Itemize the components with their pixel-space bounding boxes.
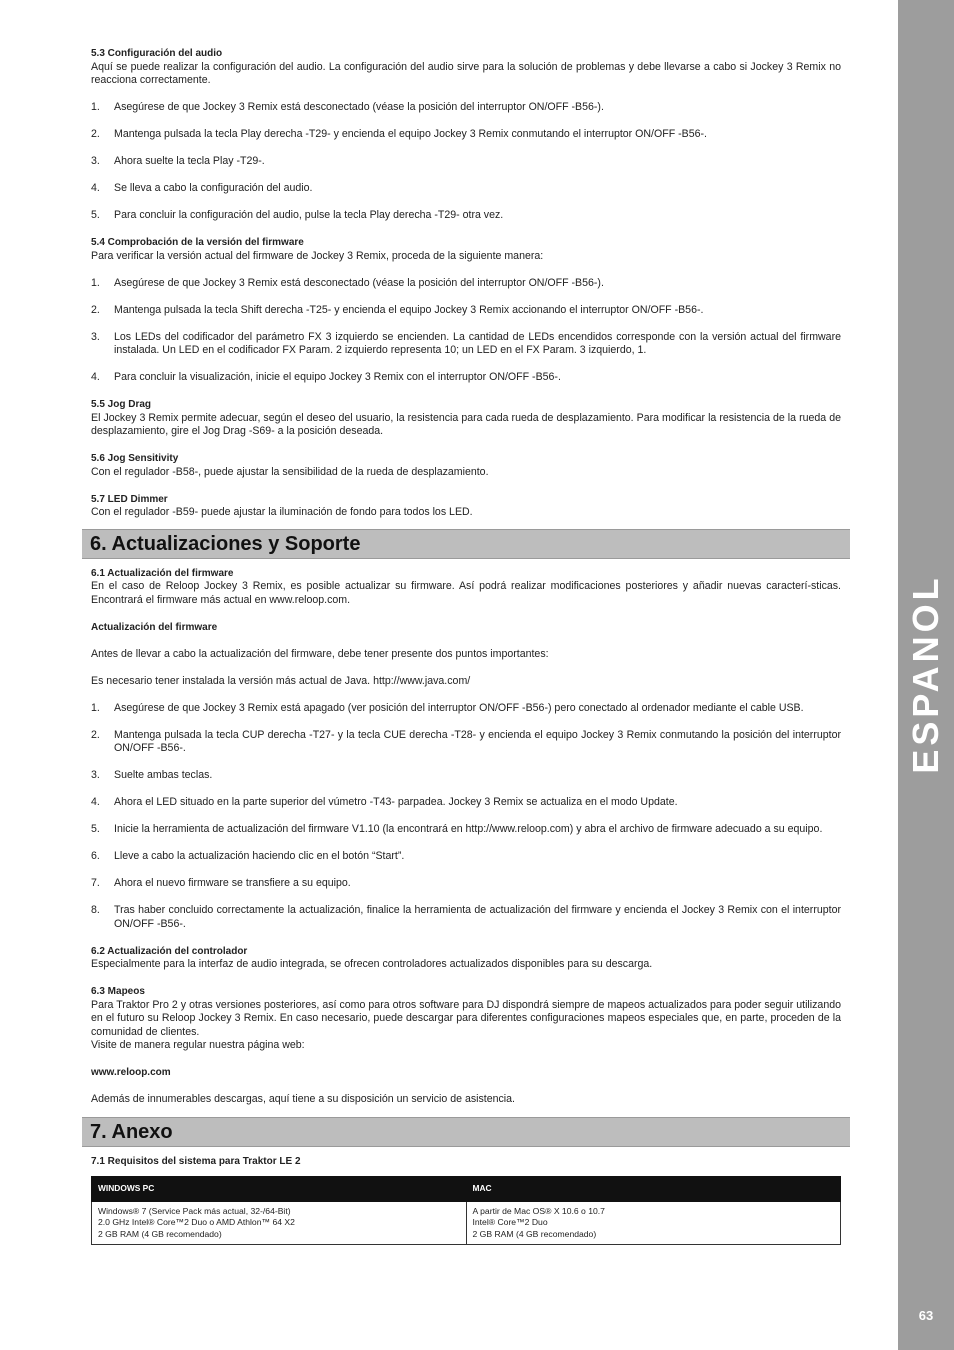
windows-requirements-cell	[92, 1201, 467, 1245]
mac-req-line: Intel® Core™2 Duo	[472, 1217, 548, 1227]
list-item: 2. Mantenga pulsada la tecla Shift derecha -T25- y encienda el equipo Jockey 3 Remix accionando el interruptor ON/OFF -B56-.	[91, 303, 704, 316]
column-header-windows: WINDOWS PC	[92, 1177, 467, 1202]
section-5-4-intro: Para verificar la versión actual del firmware de Jockey 3 Remix, proceda de la siguiente manera:	[91, 249, 544, 262]
list-item: 4. Ahora el LED situado en la parte superior del vúmetro -T43- parpadea. Jockey 3 Remix se actualiza en el modo Update.	[91, 796, 678, 808]
column-header-mac: MAC	[466, 1177, 841, 1202]
list-item: 6. Lleve a cabo la actualización haciendo clic en el botón “Start”.	[91, 850, 405, 862]
mac-requirements-cell	[466, 1201, 841, 1245]
list-item: 1. Asegúrese de que Jockey 3 Remix está desconectado (véase la posición del interruptor ON/OFF -B56-).	[91, 276, 604, 289]
reloop-link[interactable]: www.reloop.com	[91, 1067, 171, 1078]
mac-req-line: 2 GB RAM (4 GB recomendado)	[472, 1228, 597, 1239]
windows-req-line: 2.0 GHz Intel® Core™2 Duo o AMD Athlon™ 64 X2	[98, 1217, 295, 1227]
section-5-3-heading: 5.3 Configuración del audio	[91, 48, 223, 59]
table-header-row	[92, 1177, 841, 1202]
section-5-4-steps	[91, 277, 841, 385]
list-item: 2. Mantenga pulsada la tecla CUP derecha -T27- y la tecla CUE derecha -T28- y encienda el equipo Jockey 3 Remix conmutando la posición del interruptor ON/OFF -B56-.	[91, 728, 841, 754]
section-5-6-heading: 5.6 Jog Sensitivity	[91, 453, 179, 464]
section-6-bar	[82, 529, 850, 559]
mac-req-line: A partir de Mac OS® X 10.6 o 10.7	[472, 1205, 605, 1216]
table-row	[92, 1201, 841, 1245]
page-content	[91, 47, 841, 1245]
section-6-3-support: Además de innumerables descargas, aquí tiene a su disposición un servicio de asistencia.	[91, 1093, 515, 1105]
section-5-5-heading: 5.5 Jog Drag	[91, 399, 152, 410]
list-item: 1. Asegúrese de que Jockey 3 Remix está apagado (ver posición del interruptor ON/OFF -B56-) pero conectado al ordenador mediante el cable USB.	[91, 701, 804, 714]
section-5-7-text: Con el regulador -B59- puede ajustar la iluminación de fondo para todos los LED.	[91, 506, 473, 518]
section-5-7-heading: 5.7 LED Dimmer	[91, 493, 168, 505]
section-6-3-heading: 6.3 Mapeos	[91, 986, 145, 997]
list-item: 2. Mantenga pulsada la tecla Play derecha -T29- y encienda el equipo Jockey 3 Remix conmutando el interruptor ON/OFF -B56-.	[91, 128, 707, 140]
section-6-1-text: En el caso de Reloop Jockey 3 Remix, es posible actualizar su firmware. Así podrá realizar modificaciones posteriores y añadir nuevas caracterí-sticas. Encontrará el firmware más actual en www.reloop.com.	[91, 580, 841, 606]
list-item: 3. Los LEDs del codificador del parámetro FX 3 izquierdo se encienden. La cantidad de LEDs encendidos corresponde con la versión actual del firmware instalada. Un LED en el codificador FX Param. 2 izquierdo representa 10; un LED en el FX Param. 3 izquierdo, 1.	[91, 330, 841, 356]
list-item: 5. Para concluir la configuración del audio, pulse la tecla Play derecha -T29- otra vez.	[91, 209, 504, 221]
section-5-3-steps	[91, 101, 841, 223]
page-number: 63	[918, 1308, 934, 1323]
firmware-heading: Actualización del firmware	[91, 621, 218, 633]
list-item: 1. Asegúrese de que Jockey 3 Remix está desconectado (véase la posición del interruptor ON/OFF -B56-).	[91, 101, 604, 113]
list-item: 7. Ahora el nuevo firmware se transfiere a su equipo.	[91, 877, 351, 889]
system-requirements-table	[91, 1176, 841, 1245]
section-5-4-heading: 5.4 Comprobación de la versión del firmware	[91, 237, 304, 248]
list-item: 5. Inicie la herramienta de actualización del firmware V1.10 (la encontrará en http://www.reloop.com) y abra el archivo de firmware adecuado a su equipo.	[91, 823, 823, 835]
section-6-title: 6. Actualizaciones y Soporte	[90, 532, 361, 555]
firmware-steps	[91, 702, 841, 932]
firmware-p1: Antes de llevar a cabo la actualización del firmware, debe tener presente dos puntos importantes:	[91, 647, 549, 660]
section-6-2-text: Especialmente para la interfaz de audio integrada, se ofrecen controladores actualizados disponibles para su descarga.	[91, 958, 653, 970]
section-6-3-visit: Visite de manera regular nuestra página web:	[91, 1039, 305, 1051]
section-6-1-heading: 6.1 Actualización del firmware	[91, 567, 234, 579]
firmware-p2: Es necesario tener instalada la versión más actual de Java. http://www.java.com/	[91, 674, 471, 687]
section-6-2-heading: 6.2 Actualización del controlador	[91, 945, 248, 957]
section-7-bar	[82, 1117, 850, 1147]
section-6-3-text: Para Traktor Pro 2 y otras versiones posteriores, así como para otros software para DJ dispondrá siempre de mapeos actualizados para poder seguir utilizando en el futuro su Reloop Jockey 3 Remix. En caso necesario, puede descargar para diferentes configuraciones mapeos especiales que, en parte, proceden de la comunidad de clientes.	[91, 998, 841, 1038]
list-item: 3. Ahora suelte la tecla Play -T29-.	[91, 155, 265, 167]
list-item: 4. Para concluir la visualización, inicie el equipo Jockey 3 Remix con el interruptor ON/OFF -B56-.	[91, 371, 561, 383]
section-5-6-text: Con el regulador -B58-, puede ajustar la sensibilidad de la rueda de desplazamiento.	[91, 465, 489, 478]
language-title: ESPANOL	[905, 574, 946, 774]
section-7-title: 7. Anexo	[90, 1120, 173, 1143]
section-5-3-intro: Aquí se puede realizar la configuración del audio. La configuración del audio sirve para la solución de problemas y debe llevarse a cabo si Jockey 3 Remix no reacciona correctamente.	[91, 60, 841, 86]
windows-req-line: 2 GB RAM (4 GB recomendado)	[98, 1228, 222, 1239]
list-item: 8. Tras haber concluido correctamente la actualización, finalice la herramienta de actualización del firmware y encienda el Jockey 3 Remix con el interruptor ON/OFF -B56-.	[91, 904, 841, 930]
list-item: 4. Se lleva a cabo la configuración del audio.	[91, 182, 313, 194]
list-item: 3. Suelte ambas teclas.	[91, 769, 213, 781]
section-7-1-heading: 7.1 Requisitos del sistema para Traktor LE 2	[91, 1155, 301, 1167]
section-5-5-text: El Jockey 3 Remix permite adecuar, según el deseo del usuario, la resistencia para cada rueda de desplazamiento. Para modificar la resistencia de la rueda de desplazamiento, gire el Jog Drag -S69- a la posición deseada.	[91, 411, 841, 437]
windows-req-line: Windows® 7 (Service Pack más actual, 32-/64-Bit)	[98, 1205, 291, 1216]
